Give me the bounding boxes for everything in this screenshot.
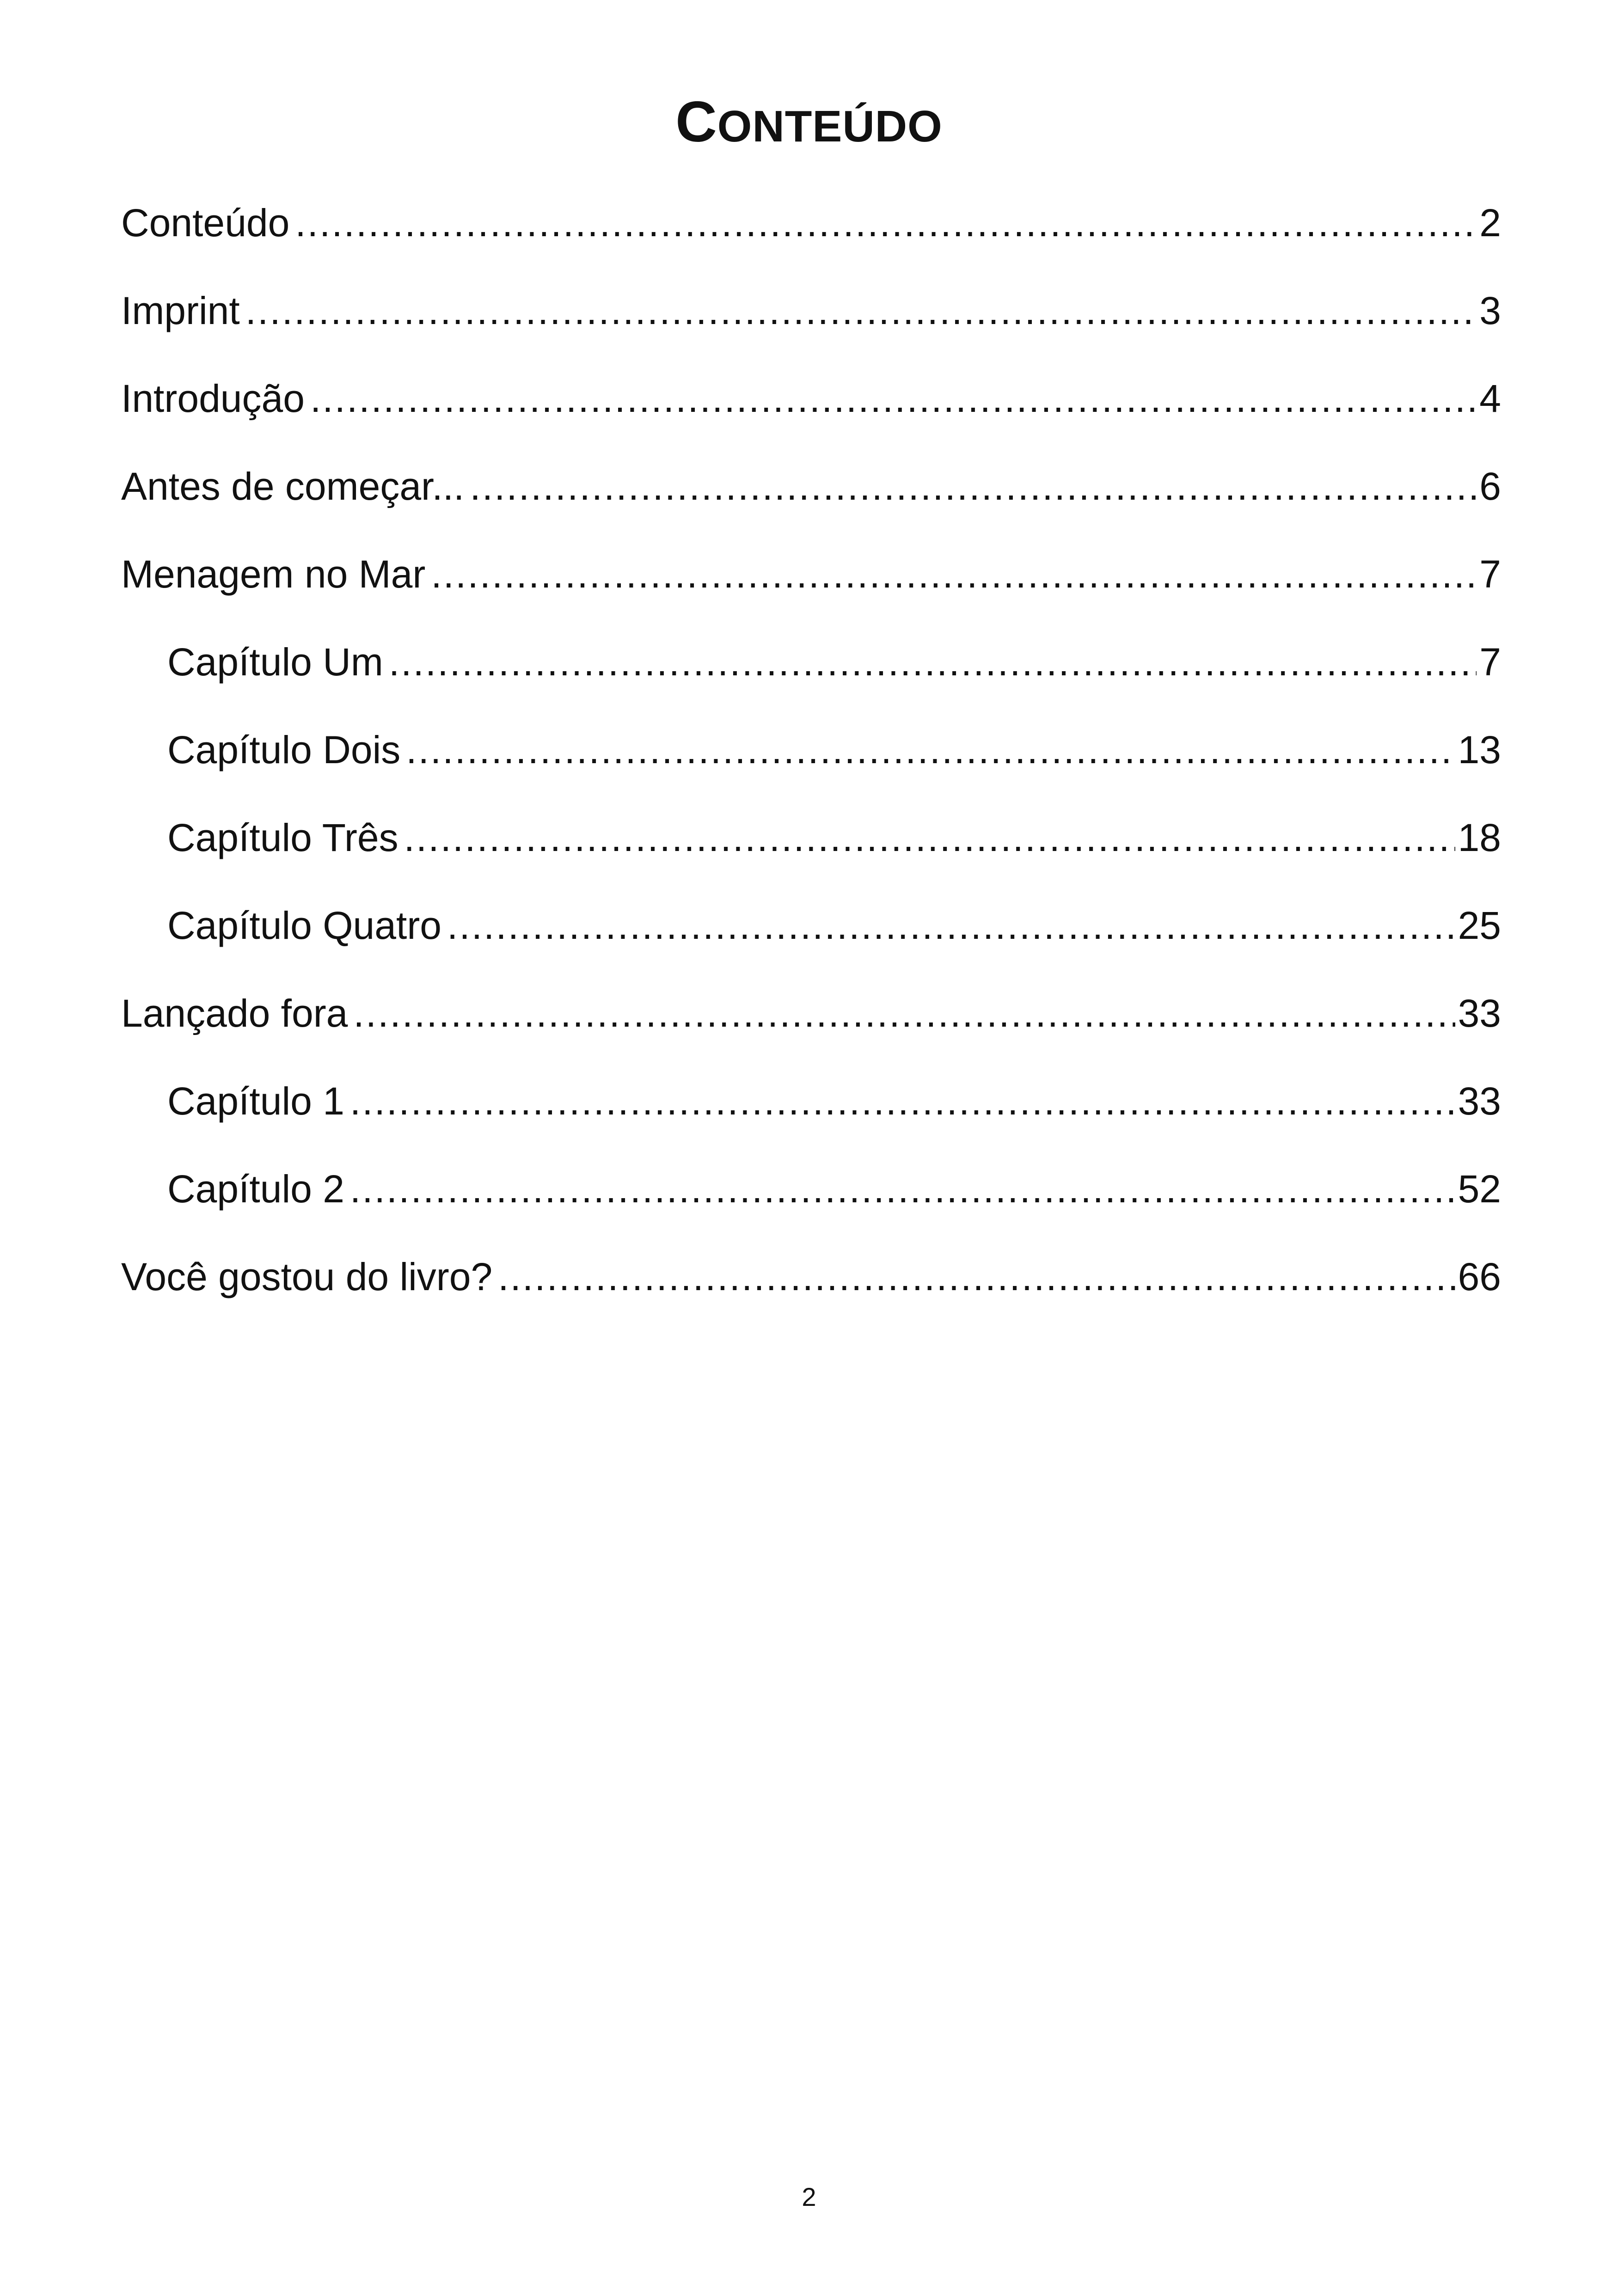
toc-entry-label: Menagem no Mar [121,555,426,596]
toc-leader-dots [389,643,1477,681]
toc-leader-dots [350,1082,1455,1120]
toc-entry-label: Antes de começar... [121,467,465,508]
toc-page-number: 7 [1479,643,1501,684]
toc-entry-label: Lançado fora [121,994,348,1035]
toc-leader-dots [498,1257,1455,1296]
toc-leader-dots [245,291,1477,330]
toc-entry-conteudo[interactable] [121,203,1501,259]
toc-entry-label: Capítulo Um [167,643,383,684]
toc-entry-capitulo-dois[interactable] [121,730,1501,786]
toc-entry-label: Capítulo 2 [167,1169,344,1211]
title-first-letter: C [675,90,717,154]
toc-entry-label: Imprint [121,291,240,332]
toc-leader-dots [295,203,1477,242]
toc-page-number: 4 [1479,379,1501,420]
toc-leader-dots [470,467,1477,506]
toc-page-number: 2 [1479,203,1501,245]
toc-entry-label: Capítulo Quatro [167,906,442,947]
toc-entry-capitulo-1[interactable] [121,1082,1501,1137]
toc-page-number: 6 [1479,467,1501,508]
toc-page-number: 7 [1479,555,1501,596]
toc-leader-dots [431,555,1477,594]
toc-entry-menagem-no-mar[interactable] [121,555,1501,610]
toc-entry-label: Você gostou do livro? [121,1257,493,1298]
toc-entry-capitulo-2[interactable] [121,1169,1501,1225]
toc-entry-label: Capítulo Dois [167,730,401,771]
page-title [0,88,1618,157]
toc-entry-capitulo-quatro[interactable] [121,906,1501,961]
toc-leader-dots [404,818,1455,857]
toc-page-number: 33 [1458,1082,1501,1123]
toc-entry-label: Conteúdo [121,203,290,245]
toc-entry-introducao[interactable] [121,379,1501,435]
toc-entry-capitulo-tres[interactable] [121,818,1501,874]
toc-entry-voce-gostou-do-livro[interactable] [121,1257,1501,1313]
toc-entry-label: Capítulo Três [167,818,398,859]
toc-entry-label: Capítulo 1 [167,1082,344,1123]
toc-page-number: 18 [1458,818,1501,859]
toc-leader-dots [310,379,1477,418]
toc-page-number: 3 [1479,291,1501,332]
toc-page-number: 66 [1458,1257,1501,1298]
toc-page-number: 25 [1458,906,1501,947]
toc-entry-lancado-fora[interactable] [121,994,1501,1049]
toc-leader-dots [353,994,1455,1033]
toc-entry-antes-de-comecar[interactable] [121,467,1501,522]
toc-entry-imprint[interactable] [121,291,1501,347]
toc-leader-dots [350,1169,1455,1208]
toc-page-number: 13 [1458,730,1501,771]
toc-leader-dots [406,730,1455,769]
toc-entry-capitulo-um[interactable] [121,643,1501,698]
toc-page-number: 33 [1458,994,1501,1035]
toc-leader-dots [447,906,1455,945]
title-rest: ONTEÚDO [717,102,943,151]
toc-entry-label: Introdução [121,379,305,420]
toc-page-number: 52 [1458,1169,1501,1211]
page-footer-number: 2 [802,2182,816,2211]
